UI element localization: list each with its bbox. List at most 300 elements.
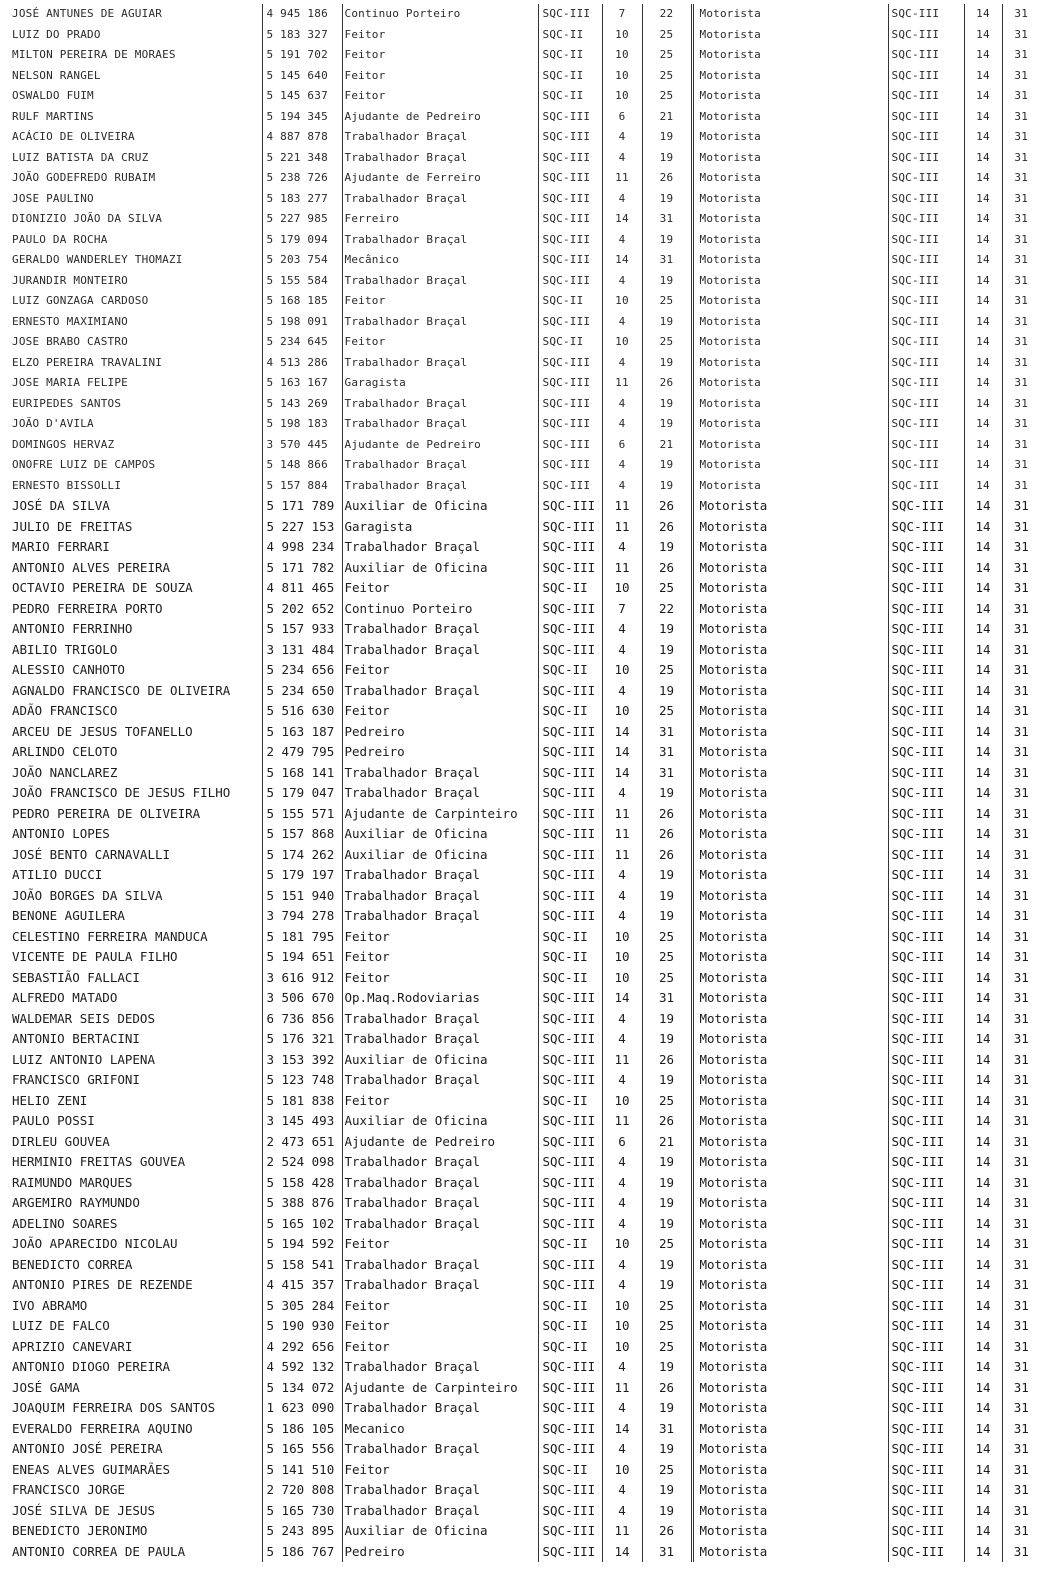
current-grade: 7 — [602, 4, 642, 25]
new-position: Motorista — [692, 1234, 888, 1255]
employee-name: ABILIO TRIGOLO — [12, 641, 118, 657]
new-position: Motorista — [692, 353, 888, 374]
current-level: 31 — [642, 209, 692, 230]
new-position: Motorista — [692, 312, 888, 333]
current-grade: 4 — [602, 1398, 642, 1419]
new-position: Motorista — [692, 209, 888, 230]
current-position: Feitor — [342, 1234, 538, 1255]
new-position: Motorista — [692, 1357, 888, 1378]
current-grade: 10 — [602, 291, 642, 312]
current-reference: SQC-III — [538, 558, 602, 579]
new-reference: SQC-III — [888, 1050, 964, 1071]
employee-name: DIRLEU GOUVEA — [12, 1133, 110, 1149]
current-grade: 4 — [602, 455, 642, 476]
new-level: 31 — [1002, 681, 1040, 702]
table-row — [0, 763, 1040, 784]
new-level: 31 — [1002, 947, 1040, 968]
current-grade: 14 — [602, 722, 642, 743]
employee-name: LUIZ ANTONIO LAPENA — [12, 1051, 155, 1067]
employee-name: APRIZIO CANEVARI — [12, 1338, 133, 1354]
registration-number: 5 234 645 — [262, 332, 342, 353]
current-level: 25 — [642, 1091, 692, 1112]
current-reference: SQC-III — [538, 1501, 602, 1522]
new-position: Motorista — [692, 1214, 888, 1235]
current-reference: SQC-III — [538, 988, 602, 1009]
table-row — [0, 1255, 1040, 1276]
new-grade: 14 — [964, 25, 1002, 46]
current-level: 31 — [642, 722, 692, 743]
employee-name: JOSE MARIA FELIPE — [12, 376, 128, 390]
employee-name: DIONIZIO JOÃO DA SILVA — [12, 212, 163, 226]
current-level: 19 — [642, 353, 692, 374]
current-position: Trabalhador Braçal — [342, 127, 538, 148]
employee-name: JURANDIR MONTEIRO — [12, 273, 128, 287]
new-reference: SQC-III — [888, 1337, 964, 1358]
new-grade: 14 — [964, 1193, 1002, 1214]
current-reference: SQC-II — [538, 578, 602, 599]
current-position: Ajudante de Ferreiro — [342, 168, 538, 189]
new-reference: SQC-III — [888, 619, 964, 640]
table-row — [0, 414, 1040, 435]
new-reference: SQC-III — [888, 476, 964, 497]
current-position: Mecânico — [342, 250, 538, 271]
employee-name: LUIZ BATISTA DA CRUZ — [12, 150, 149, 164]
new-level: 31 — [1002, 1111, 1040, 1132]
new-level: 31 — [1002, 1214, 1040, 1235]
new-level: 31 — [1002, 1070, 1040, 1091]
new-position: Motorista — [692, 1275, 888, 1296]
new-grade: 14 — [964, 189, 1002, 210]
current-grade: 6 — [602, 1132, 642, 1153]
table-row — [0, 1132, 1040, 1153]
current-position: Auxiliar de Oficina — [342, 824, 538, 845]
current-grade: 10 — [602, 660, 642, 681]
new-grade: 14 — [964, 291, 1002, 312]
current-level: 21 — [642, 1132, 692, 1153]
current-reference: SQC-III — [538, 763, 602, 784]
new-level: 31 — [1002, 1091, 1040, 1112]
new-grade: 14 — [964, 824, 1002, 845]
new-position: Motorista — [692, 660, 888, 681]
current-reference: SQC-III — [538, 845, 602, 866]
current-level: 26 — [642, 1111, 692, 1132]
current-reference: SQC-III — [538, 107, 602, 128]
new-reference: SQC-III — [888, 312, 964, 333]
current-grade: 10 — [602, 927, 642, 948]
table-row — [0, 127, 1040, 148]
new-reference: SQC-III — [888, 373, 964, 394]
current-position: Trabalhador Braçal — [342, 1501, 538, 1522]
current-grade: 10 — [602, 332, 642, 353]
current-level: 26 — [642, 168, 692, 189]
current-level: 19 — [642, 476, 692, 497]
new-position: Motorista — [692, 537, 888, 558]
new-level: 31 — [1002, 1132, 1040, 1153]
new-reference: SQC-III — [888, 332, 964, 353]
employee-name: JOÃO BORGES DA SILVA — [12, 887, 163, 903]
current-grade: 11 — [602, 517, 642, 538]
current-level: 19 — [642, 619, 692, 640]
new-reference: SQC-III — [888, 988, 964, 1009]
table-row — [0, 599, 1040, 620]
new-level: 31 — [1002, 250, 1040, 271]
current-position: Trabalhador Braçal — [342, 1070, 538, 1091]
new-grade: 14 — [964, 86, 1002, 107]
current-position: Trabalhador Braçal — [342, 271, 538, 292]
registration-number: 4 998 234 — [262, 537, 342, 558]
new-grade: 14 — [964, 558, 1002, 579]
registration-number: 5 202 652 — [262, 599, 342, 620]
new-level: 31 — [1002, 1439, 1040, 1460]
current-level: 19 — [642, 1193, 692, 1214]
table-row — [0, 250, 1040, 271]
new-grade: 14 — [964, 1316, 1002, 1337]
new-position: Motorista — [692, 168, 888, 189]
current-position: Trabalhador Braçal — [342, 353, 538, 374]
current-grade: 4 — [602, 1214, 642, 1235]
employee-name: JOSÉ GAMA — [12, 1379, 80, 1395]
current-position: Ajudante de Carpinteiro — [342, 804, 538, 825]
current-grade: 4 — [602, 886, 642, 907]
current-grade: 14 — [602, 1542, 642, 1563]
registration-number: 5 155 571 — [262, 804, 342, 825]
current-position: Trabalhador Braçal — [342, 640, 538, 661]
employee-name: ANTONIO DIOGO PEREIRA — [12, 1359, 171, 1375]
registration-number: 5 191 702 — [262, 45, 342, 66]
current-position: Ajudante de Pedreiro — [342, 435, 538, 456]
new-grade: 14 — [964, 332, 1002, 353]
new-grade: 14 — [964, 455, 1002, 476]
current-reference: SQC-III — [538, 1275, 602, 1296]
current-position: Op.Maq.Rodoviarias — [342, 988, 538, 1009]
new-level: 31 — [1002, 763, 1040, 784]
current-grade: 10 — [602, 1296, 642, 1317]
current-position: Pedreiro — [342, 742, 538, 763]
registration-number: 5 194 592 — [262, 1234, 342, 1255]
new-grade: 14 — [964, 1050, 1002, 1071]
current-grade: 10 — [602, 701, 642, 722]
table-row — [0, 312, 1040, 333]
new-reference: SQC-III — [888, 168, 964, 189]
new-reference: SQC-III — [888, 1419, 964, 1440]
new-reference: SQC-III — [888, 394, 964, 415]
table-row — [0, 209, 1040, 230]
current-grade: 6 — [602, 107, 642, 128]
current-level: 25 — [642, 660, 692, 681]
current-reference: SQC-III — [538, 599, 602, 620]
current-level: 22 — [642, 599, 692, 620]
new-position: Motorista — [692, 250, 888, 271]
new-level: 31 — [1002, 845, 1040, 866]
table-row — [0, 742, 1040, 763]
current-position: Feitor — [342, 947, 538, 968]
table-row — [0, 845, 1040, 866]
current-reference: SQC-III — [538, 1439, 602, 1460]
current-position: Trabalhador Braçal — [342, 312, 538, 333]
new-level: 31 — [1002, 107, 1040, 128]
new-position: Motorista — [692, 1480, 888, 1501]
new-level: 31 — [1002, 25, 1040, 46]
table-row — [0, 1152, 1040, 1173]
employee-name: OSWALDO FUIM — [12, 89, 94, 103]
table-row — [0, 804, 1040, 825]
current-reference: SQC-III — [538, 517, 602, 538]
new-level: 31 — [1002, 722, 1040, 743]
new-position: Motorista — [692, 1316, 888, 1337]
registration-number: 2 479 795 — [262, 742, 342, 763]
current-level: 19 — [642, 230, 692, 251]
current-position: Trabalhador Braçal — [342, 1173, 538, 1194]
new-level: 31 — [1002, 1378, 1040, 1399]
table-row — [0, 1296, 1040, 1317]
table-row — [0, 455, 1040, 476]
employee-name: JOSÉ BENTO CARNAVALLI — [12, 846, 171, 862]
employee-name: JOÃO NANCLAREZ — [12, 764, 118, 780]
current-level: 19 — [642, 886, 692, 907]
table-row — [0, 1378, 1040, 1399]
registration-number: 5 179 094 — [262, 230, 342, 251]
new-reference: SQC-III — [888, 86, 964, 107]
registration-number: 5 168 141 — [262, 763, 342, 784]
current-level: 31 — [642, 1542, 692, 1563]
employee-name: PAULO POSSI — [12, 1113, 95, 1129]
registration-number: 5 163 167 — [262, 373, 342, 394]
registration-number: 5 181 838 — [262, 1091, 342, 1112]
new-level: 31 — [1002, 1501, 1040, 1522]
current-reference: SQC-II — [538, 66, 602, 87]
current-level: 19 — [642, 189, 692, 210]
new-level: 31 — [1002, 783, 1040, 804]
employee-name: RULF MARTINS — [12, 109, 94, 123]
current-grade: 4 — [602, 1275, 642, 1296]
current-level: 19 — [642, 1357, 692, 1378]
registration-number: 5 157 868 — [262, 824, 342, 845]
new-position: Motorista — [692, 681, 888, 702]
table-row — [0, 1173, 1040, 1194]
table-row — [0, 640, 1040, 661]
new-grade: 14 — [964, 1255, 1002, 1276]
current-reference: SQC-III — [538, 865, 602, 886]
current-reference: SQC-III — [538, 476, 602, 497]
current-grade: 11 — [602, 824, 642, 845]
new-grade: 14 — [964, 660, 1002, 681]
current-level: 19 — [642, 1501, 692, 1522]
current-level: 21 — [642, 435, 692, 456]
new-reference: SQC-III — [888, 1378, 964, 1399]
new-level: 31 — [1002, 373, 1040, 394]
current-level: 31 — [642, 988, 692, 1009]
registration-number: 5 238 726 — [262, 168, 342, 189]
registration-number: 5 203 754 — [262, 250, 342, 271]
current-position: Trabalhador Braçal — [342, 1357, 538, 1378]
current-level: 25 — [642, 1296, 692, 1317]
current-reference: SQC-II — [538, 1091, 602, 1112]
table-row — [0, 886, 1040, 907]
current-reference: SQC-III — [538, 4, 602, 25]
registration-number: 5 145 637 — [262, 86, 342, 107]
current-grade: 14 — [602, 742, 642, 763]
new-position: Motorista — [692, 763, 888, 784]
employee-name: IVO ABRAMO — [12, 1297, 88, 1313]
table-row — [0, 1398, 1040, 1419]
new-position: Motorista — [692, 968, 888, 989]
new-reference: SQC-III — [888, 1398, 964, 1419]
current-reference: SQC-II — [538, 291, 602, 312]
new-grade: 14 — [964, 701, 1002, 722]
new-grade: 14 — [964, 1337, 1002, 1358]
new-reference: SQC-III — [888, 1111, 964, 1132]
new-grade: 14 — [964, 886, 1002, 907]
registration-number: 5 168 185 — [262, 291, 342, 312]
current-position: Ajudante de Pedreiro — [342, 107, 538, 128]
registration-number: 5 221 348 — [262, 148, 342, 169]
new-grade: 14 — [964, 1234, 1002, 1255]
new-position: Motorista — [692, 189, 888, 210]
employee-name: BENONE AGUILERA — [12, 908, 125, 924]
new-level: 31 — [1002, 578, 1040, 599]
new-grade: 14 — [964, 906, 1002, 927]
current-level: 19 — [642, 1152, 692, 1173]
new-level: 31 — [1002, 332, 1040, 353]
current-position: Trabalhador Braçal — [342, 763, 538, 784]
new-grade: 14 — [964, 927, 1002, 948]
new-grade: 14 — [964, 763, 1002, 784]
current-reference: SQC-III — [538, 783, 602, 804]
table-row — [0, 189, 1040, 210]
current-position: Trabalhador Braçal — [342, 1152, 538, 1173]
current-position: Trabalhador Braçal — [342, 1009, 538, 1030]
registration-number: 5 155 584 — [262, 271, 342, 292]
new-level: 31 — [1002, 496, 1040, 517]
current-reference: SQC-II — [538, 25, 602, 46]
new-reference: SQC-III — [888, 25, 964, 46]
new-grade: 14 — [964, 1009, 1002, 1030]
new-grade: 14 — [964, 865, 1002, 886]
new-grade: 14 — [964, 517, 1002, 538]
current-level: 19 — [642, 681, 692, 702]
new-grade: 14 — [964, 373, 1002, 394]
new-grade: 14 — [964, 1214, 1002, 1235]
current-grade: 4 — [602, 414, 642, 435]
current-grade: 4 — [602, 1009, 642, 1030]
current-level: 19 — [642, 394, 692, 415]
new-position: Motorista — [692, 1193, 888, 1214]
current-position: Trabalhador Braçal — [342, 189, 538, 210]
new-position: Motorista — [692, 1173, 888, 1194]
registration-number: 4 415 357 — [262, 1275, 342, 1296]
current-grade: 10 — [602, 25, 642, 46]
current-reference: SQC-III — [538, 1398, 602, 1419]
new-level: 31 — [1002, 824, 1040, 845]
new-level: 31 — [1002, 660, 1040, 681]
current-position: Trabalhador Braçal — [342, 1275, 538, 1296]
current-grade: 4 — [602, 394, 642, 415]
table-row — [0, 291, 1040, 312]
new-grade: 14 — [964, 271, 1002, 292]
employee-name: ADELINO SOARES — [12, 1215, 118, 1231]
table-row — [0, 1316, 1040, 1337]
current-reference: SQC-III — [538, 455, 602, 476]
current-reference: SQC-III — [538, 640, 602, 661]
new-reference: SQC-III — [888, 722, 964, 743]
new-level: 31 — [1002, 189, 1040, 210]
current-grade: 4 — [602, 619, 642, 640]
registration-number: 3 145 493 — [262, 1111, 342, 1132]
new-reference: SQC-III — [888, 1173, 964, 1194]
current-level: 25 — [642, 947, 692, 968]
new-grade: 14 — [964, 619, 1002, 640]
new-reference: SQC-III — [888, 742, 964, 763]
current-grade: 10 — [602, 66, 642, 87]
new-position: Motorista — [692, 1091, 888, 1112]
table-row — [0, 681, 1040, 702]
current-position: Pedreiro — [342, 722, 538, 743]
registration-number: 3 131 484 — [262, 640, 342, 661]
current-level: 26 — [642, 558, 692, 579]
new-reference: SQC-III — [888, 496, 964, 517]
table-row — [0, 722, 1040, 743]
current-grade: 14 — [602, 1419, 642, 1440]
current-reference: SQC-III — [538, 435, 602, 456]
registration-number: 5 158 428 — [262, 1173, 342, 1194]
new-grade: 14 — [964, 312, 1002, 333]
new-position: Motorista — [692, 107, 888, 128]
new-position: Motorista — [692, 1521, 888, 1542]
new-level: 31 — [1002, 517, 1040, 538]
employee-name: LUIZ DO PRADO — [12, 27, 101, 41]
employee-name: ANTONIO BERTACINI — [12, 1031, 140, 1047]
registration-number: 5 158 541 — [262, 1255, 342, 1276]
new-reference: SQC-III — [888, 66, 964, 87]
current-position: Feitor — [342, 66, 538, 87]
registration-number: 5 227 985 — [262, 209, 342, 230]
new-grade: 14 — [964, 742, 1002, 763]
new-level: 31 — [1002, 86, 1040, 107]
current-grade: 4 — [602, 1193, 642, 1214]
new-reference: SQC-III — [888, 640, 964, 661]
current-position: Ferreiro — [342, 209, 538, 230]
current-level: 26 — [642, 1050, 692, 1071]
new-level: 31 — [1002, 394, 1040, 415]
new-grade: 14 — [964, 1070, 1002, 1091]
new-reference: SQC-III — [888, 906, 964, 927]
employee-name: MARIO FERRARI — [12, 539, 110, 555]
new-level: 31 — [1002, 291, 1040, 312]
new-level: 31 — [1002, 1542, 1040, 1563]
current-reference: SQC-II — [538, 927, 602, 948]
current-level: 26 — [642, 845, 692, 866]
current-position: Trabalhador Braçal — [342, 455, 538, 476]
current-level: 19 — [642, 1439, 692, 1460]
current-level: 31 — [642, 742, 692, 763]
table-row — [0, 1275, 1040, 1296]
current-reference: SQC-III — [538, 373, 602, 394]
new-reference: SQC-III — [888, 209, 964, 230]
table-row — [0, 517, 1040, 538]
new-position: Motorista — [692, 435, 888, 456]
current-reference: SQC-III — [538, 1029, 602, 1050]
new-reference: SQC-III — [888, 1070, 964, 1091]
new-grade: 14 — [964, 1542, 1002, 1563]
table-row — [0, 701, 1040, 722]
new-position: Motorista — [692, 127, 888, 148]
registration-number: 5 234 656 — [262, 660, 342, 681]
new-reference: SQC-III — [888, 250, 964, 271]
employee-name: BENEDICTO JERONIMO — [12, 1523, 148, 1539]
new-reference: SQC-III — [888, 1193, 964, 1214]
table-row — [0, 45, 1040, 66]
roster-body — [0, 4, 1040, 1562]
